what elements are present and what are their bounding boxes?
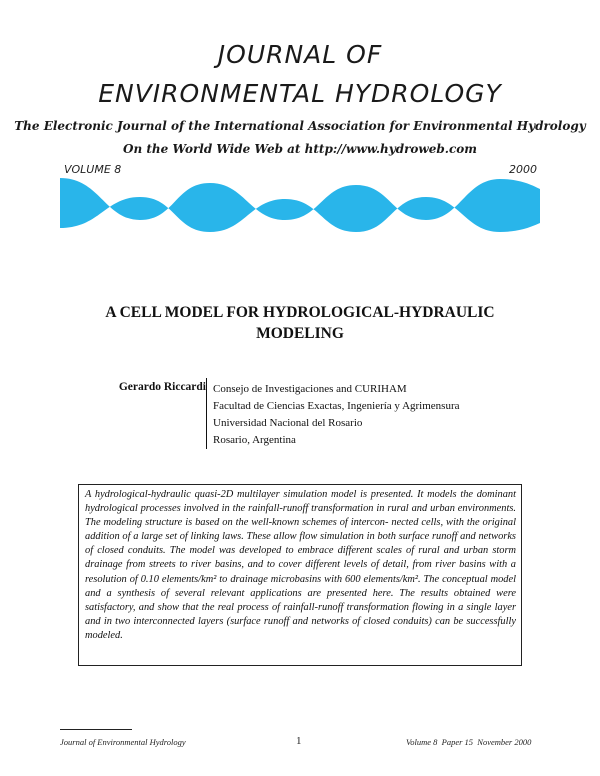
affiliation-line: Universidad Nacional del Rosario [213,417,363,429]
volume-label: VOLUME 8 [64,163,122,176]
affiliation-line: Rosario, Argentina [213,434,296,446]
footer-journal: Journal of Environmental Hydrology [60,737,186,747]
abstract-line: relevant applications are presented here. The results obtained were satisfactory, and show that [85,587,516,613]
abstract-line: urban environments. The modeling structure is based on the well-known schemes of intercon- [85,503,516,529]
journal-subtitle: The Electronic Journal of the International Association for Environmental Hydrology [14,119,586,133]
abstract-text [85,488,516,643]
footer-issue: Volume 8 Paper 15 November 2000 [406,737,532,747]
abstract-box [78,484,522,666]
wave-banner [60,175,540,255]
author-affiliation [213,381,460,449]
author-name: Gerardo Riccardi [118,381,206,393]
year-label: 2000 [509,163,537,176]
affiliation-divider [206,378,207,449]
paper-title-line1: A CELL MODEL FOR HYDROLOGICAL-HYDRAULIC [105,304,495,321]
abstract-line: to embrace different scales of rural and urban storm drainage from streets to river basins, and [85,545,516,571]
journal-web-address: On the World Wide Web at http://www.hydroweb.com [123,142,477,156]
footer-rule [60,729,132,730]
affiliation-line: Facultad de Ciencias Exactas, Ingeniería y Agrimensura [213,400,460,412]
affiliation-line: Consejo de Investigaciones and CURIHAM [213,383,407,395]
abstract-line: dominant hydrological processes involved in the rainfall-runoff transformation in rural and [85,489,516,515]
abstract-line: nected cells, with the original addition of a large set of linking laws. These allow flow [85,517,516,543]
journal-title-line1: JOURNAL OF [217,40,383,69]
journal-title-line2: ENVIRONMENTAL HYDROLOGY [98,79,502,108]
abstract-line: to cover different levels of detail, from river basins with a resolution of 0.10 elements/km² to [85,559,516,585]
page-number: 1 [296,735,302,747]
paper-title-line2: MODELING [256,325,344,342]
abstract-line: drainage microbasins with 600 elements/km². The conceptual model and a synthesis of several [85,573,516,599]
abstract-line: A hydrological-hydraulic quasi-2D multilayer simulation model is presented. It models the [85,489,477,500]
abstract-line: the real process of rainfall-runoff transformation flowing in a single layer and in two [85,601,516,627]
wave-shape [60,178,540,232]
abstract-line: interconnected layers (surface runoff and networks of closed conduits) can be successfully [133,615,516,627]
abstract-line: modeled. [85,629,123,641]
abstract-line: simulation in both surface runoff and networks of closed conduits. The model was developed [85,531,516,557]
